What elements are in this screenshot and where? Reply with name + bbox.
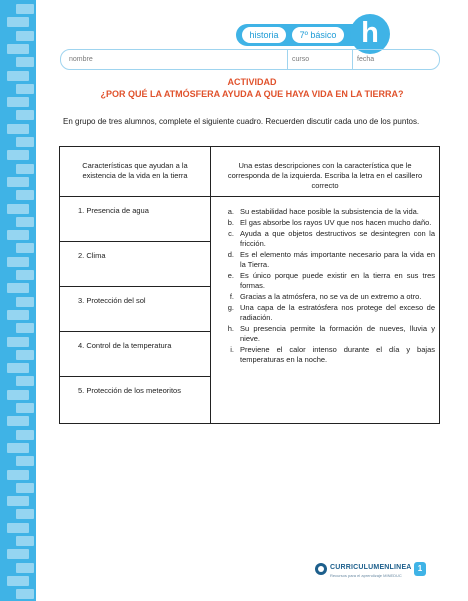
description-text: Es único porque puede existir en la tierra en sus tres formas. xyxy=(240,271,435,290)
stripe-square xyxy=(16,430,34,440)
description-item xyxy=(213,303,435,323)
name-field-label: nombre xyxy=(69,56,93,63)
description-item xyxy=(213,207,435,217)
stripe-square xyxy=(7,71,29,81)
stripe-square xyxy=(7,390,29,400)
description-text: El gas absorbe los rayos UV que nos hacen mucho daño. xyxy=(240,218,432,227)
stripe-square xyxy=(7,44,29,54)
stripe-square xyxy=(7,337,29,347)
description-item xyxy=(213,218,435,228)
brand-name: CURRICULUMENLINEA xyxy=(330,564,412,571)
stripe-square xyxy=(7,17,29,27)
header-right-cell: Una estas descripciones con la característica que le corresponda de la izquierda. Escriba la letra en el casillero correcto xyxy=(211,147,440,197)
description-letter: c. xyxy=(228,229,234,238)
stripe-square xyxy=(16,243,34,253)
stripe-square xyxy=(7,496,29,506)
header-left-cell: Características que ayudan a la existencia de la vida en la tierra xyxy=(60,147,211,197)
description-letter: i. xyxy=(230,345,234,354)
stripe-square xyxy=(16,589,34,599)
characteristic-cell[interactable]: 3. Protección del sol xyxy=(60,287,211,332)
descriptions-cell xyxy=(211,197,440,424)
stripe-square xyxy=(7,310,29,320)
activity-title: ACTIVIDAD xyxy=(227,77,277,87)
description-text: Su presencia permite la formación de nueves, lluvia y nieve. xyxy=(240,324,435,343)
stripe-square xyxy=(7,204,29,214)
description-item xyxy=(213,229,435,249)
stripe-square xyxy=(16,270,34,280)
description-text: Ayuda a que objetos destructivos se desintegren con la fricción. xyxy=(240,229,435,248)
description-text: Su estabilidad hace posible la subsistencia de la vida. xyxy=(240,207,419,216)
stripe-square xyxy=(16,350,34,360)
instructions-text: En grupo de tres alumnos, complete el siguiente cuadro. Recuerden discutir cada uno de los puntos. xyxy=(63,117,420,126)
description-letter: e. xyxy=(227,271,234,280)
stripe-square xyxy=(7,416,29,426)
course-field-label: curso xyxy=(292,56,310,63)
stripe-square xyxy=(7,470,29,480)
stripe-square xyxy=(16,509,34,519)
stripe-square xyxy=(7,549,29,559)
stripe-square xyxy=(7,124,29,134)
stripe-square xyxy=(16,137,34,147)
stripe-square xyxy=(16,190,34,200)
stripe-square xyxy=(16,57,34,67)
stripe-square xyxy=(7,523,29,533)
date-field-label: fecha xyxy=(357,56,375,63)
stripe-square xyxy=(7,177,29,187)
stripe-square xyxy=(16,536,34,546)
student-info-bar xyxy=(60,49,440,70)
description-letter: g. xyxy=(227,303,234,312)
stripe-square xyxy=(7,576,29,586)
description-item xyxy=(213,345,435,365)
stripe-square xyxy=(7,150,29,160)
description-letter: d. xyxy=(227,250,234,259)
description-letter: a. xyxy=(227,207,234,216)
description-item xyxy=(213,292,435,302)
stripe-square xyxy=(7,97,29,107)
stripe-square xyxy=(16,84,34,94)
stripe-square xyxy=(16,323,34,333)
grade-tag: 7º básico xyxy=(292,27,344,43)
stripe-square xyxy=(16,110,34,120)
stripe-square xyxy=(7,443,29,453)
matching-table xyxy=(59,146,440,424)
stripe-square xyxy=(7,257,29,267)
stripe-square xyxy=(16,217,34,227)
description-item xyxy=(213,271,435,291)
description-text: Es el elemento más importante necesario para la vida en la Tierra. xyxy=(240,250,435,269)
stripe-square xyxy=(7,230,29,240)
stripe-square xyxy=(16,483,34,493)
description-letter: f. xyxy=(229,292,234,301)
characteristic-cell[interactable]: 2. Clima xyxy=(60,242,211,287)
description-text: Una capa de la estratósfera nos protege del exceso de radiación. xyxy=(240,303,435,322)
field-divider xyxy=(287,50,288,69)
description-item xyxy=(213,250,435,270)
characteristic-cell[interactable]: 1. Presencia de agua xyxy=(60,197,211,242)
stripe-square xyxy=(16,297,34,307)
stripe-square xyxy=(16,563,34,573)
stripe-square xyxy=(16,4,34,14)
characteristic-cell[interactable]: 5. Protección de los meteoritos xyxy=(60,377,211,424)
decorative-side-stripe xyxy=(0,0,36,601)
characteristic-cell[interactable]: 4. Control de la temperatura xyxy=(60,332,211,377)
brand-tagline: Recursos para el aprendizaje MINEDUC xyxy=(330,573,402,578)
stripe-square xyxy=(16,403,34,413)
field-divider xyxy=(352,50,353,69)
stripe-square xyxy=(7,363,29,373)
stripe-square xyxy=(16,456,34,466)
stripe-square xyxy=(16,164,34,174)
stripe-square xyxy=(7,283,29,293)
description-letter: h. xyxy=(227,324,234,333)
description-letter: b. xyxy=(227,218,234,227)
description-text: Previene el calor intenso durante el día y bajas temperaturas en la noche. xyxy=(240,345,435,364)
curriculum-logo-icon xyxy=(315,563,327,575)
description-text: Gracias a la atmósfera, no se va de un extremo a otro. xyxy=(240,292,422,301)
logo-h-icon: h xyxy=(350,14,390,54)
stripe-square xyxy=(16,31,34,41)
description-item xyxy=(213,324,435,344)
page-number: 1 xyxy=(414,562,426,576)
subject-tag: historia xyxy=(242,27,286,43)
activity-question: ¿POR QUÉ LA ATMÓSFERA AYUDA A QUE HAYA VIDA EN LA TIERRA? xyxy=(100,89,404,99)
stripe-square xyxy=(16,376,34,386)
